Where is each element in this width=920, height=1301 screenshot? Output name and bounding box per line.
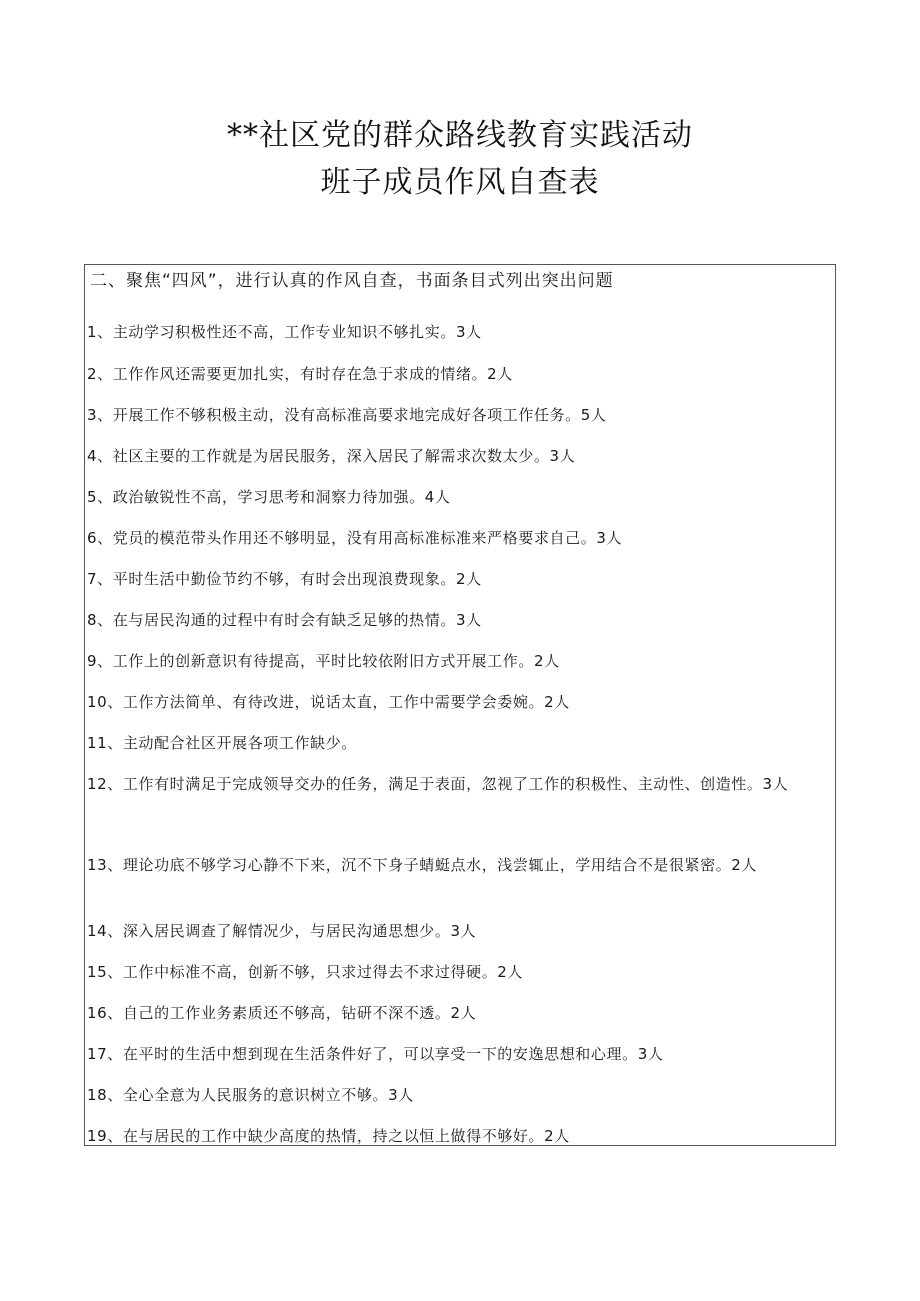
document-title-line-1: **社区党的群众路线教育实践活动: [227, 118, 693, 153]
list-item-19: 19、在与居民的工作中缺少高度的热情，持之以恒上做得不够好。2人: [87, 1127, 570, 1145]
list-item-2: 2、工作作风还需要更加扎实，有时存在急于求成的情绪。2人: [87, 365, 513, 383]
list-item-18: 18、全心全意为人民服务的意识树立不够。3人: [87, 1086, 414, 1104]
list-item-1: 1、主动学习积极性还不高，工作专业知识不够扎实。3人: [87, 323, 482, 341]
list-item-15: 15、工作中标准不高，创新不够，只求过得去不求过得硬。2人: [87, 963, 524, 981]
list-item-5: 5、政治敏锐性不高，学习思考和洞察力待加强。4人: [87, 488, 451, 506]
list-item-17: 17、在平时的生活中想到现在生活条件好了，可以享受一下的安逸思想和心理。3人: [87, 1045, 664, 1063]
list-item-9: 9、工作上的创新意识有待提高，平时比较依附旧方式开展工作。2人: [87, 652, 560, 670]
list-item-10: 10、工作方法简单、有待改进，说话太直，工作中需要学会委婉。2人: [87, 693, 570, 711]
list-item-16: 16、自己的工作业务素质还不够高，钻研不深不透。2人: [87, 1004, 477, 1022]
list-item-7: 7、平时生活中勤俭节约不够，有时会出现浪费现象。2人: [87, 570, 482, 588]
list-item-13: 13、理论功底不够学习心静不下来，沉不下身子蜻蜓点水，浅尝辄止，学用结合不是很紧密。2人: [87, 856, 758, 874]
list-item-14: 14、深入居民调查了解情况少，与居民沟通思想少。3人: [87, 922, 477, 940]
self-check-table: [84, 264, 836, 1146]
document-title-line-2: 班子成员作风自查表: [320, 165, 600, 200]
list-item-4: 4、社区主要的工作就是为居民服务，深入居民了解需求次数太少。3人: [87, 447, 576, 465]
list-item-6: 6、党员的模范带头作用还不够明显，没有用高标准标准来严格要求自己。3人: [87, 529, 623, 547]
list-item-11: 11、主动配合社区开展各项工作缺少。: [87, 734, 357, 752]
list-item-12: 12、工作有时满足于完成领导交办的任务，满足于表面，忽视了工作的积极性、主动性、创造性。3人: [87, 775, 789, 793]
section-heading: 二、聚焦“四风”，进行认真的作风自查，书面条目式列出突出问题: [90, 271, 614, 291]
list-item-8: 8、在与居民沟通的过程中有时会有缺乏足够的热情。3人: [87, 611, 482, 629]
list-item-3: 3、开展工作不够积极主动，没有高标准高要求地完成好各项工作任务。5人: [87, 406, 607, 424]
